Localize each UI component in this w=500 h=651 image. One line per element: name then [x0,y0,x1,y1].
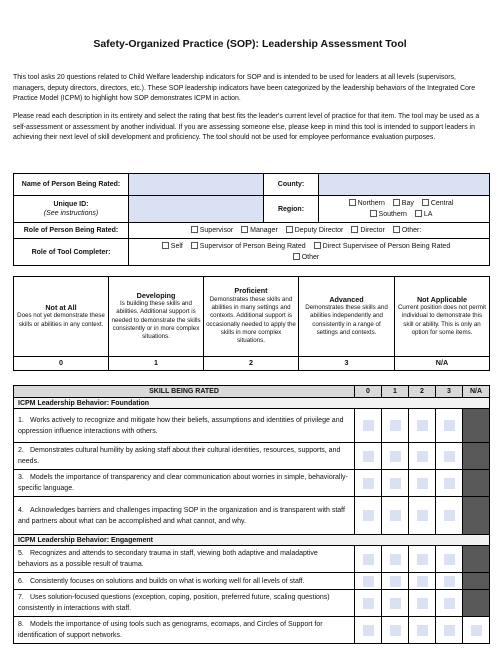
rating-2-cell[interactable] [409,470,436,497]
uid-sublabel: (See instructions) [43,210,99,217]
rating-2-cell[interactable] [409,617,436,644]
rating-1-cell[interactable] [382,590,409,617]
rating-1-cell[interactable] [382,409,409,443]
county-field[interactable] [319,174,490,196]
rating-na-cell [463,409,490,443]
rating-0-cell[interactable] [355,590,382,617]
county-label: County: [264,174,319,196]
rating-3-cell[interactable] [436,590,463,617]
checkbox-icon [162,242,169,249]
role-deputy-director[interactable]: Deputy Director [286,225,344,236]
skill-item: 3. Models the importance of transparency and clear communication about worries in simple, behaviorally-specific language. [14,470,355,497]
rating-na-cell [463,497,490,535]
skills-header: SKILL BEING RATED [14,386,355,398]
rating-1-cell[interactable] [382,470,409,497]
rating-3-cell[interactable] [436,546,463,573]
uid-field[interactable] [129,196,264,223]
checkbox-icon [191,242,198,249]
role-manager[interactable]: Manager [241,225,278,236]
level-value: 1 [109,357,204,371]
rating-1-cell[interactable] [382,497,409,535]
rating-0-cell[interactable] [355,617,382,644]
checkbox-icon [393,226,400,233]
level-advanced: Advanced Demonstrates these skills and abilities independently and consistently in a range of settings and contexts. [299,277,395,357]
section-heading: ICPM Leadership Behavior: Engagement [14,535,490,546]
checkbox-icon [349,199,356,206]
checkbox-icon [191,226,198,233]
rating-3-cell[interactable] [436,409,463,443]
col-3-header: 3 [436,386,463,398]
region-la[interactable]: LA [415,209,433,220]
level-value: 3 [299,357,395,371]
skill-item: 7. Uses solution-focused questions (exception, coping, position, preferred future, scaling questions) consistently in interactions with staff. [14,590,355,617]
checkbox-icon [286,226,293,233]
rating-0-cell[interactable] [355,573,382,590]
intro-paragraph: This tool asks 20 questions related to Child Welfare leadership indicators for SOP and is intended to be used for leaders at all levels (supervisors, managers, deputy directors, directors, etc.). These SOP leadership indicators have been categorized by the leadership behaviors of the Integrated Core Practice Model (ICPM) to highlight how SOP demonstrates ICPM in action. [13,74,476,103]
skill-item: 1. Works actively to recognize and mitigate how their beliefs, assumptions and identities of privilege and oppression influence interactions with others. [14,409,355,443]
completer-supervisor[interactable]: Supervisor of Person Being Rated [191,241,306,252]
name-label: Name of Person Being Rated: [14,174,129,196]
rating-2-cell[interactable] [409,409,436,443]
checkbox-icon [241,226,248,233]
rating-0-cell[interactable] [355,443,382,470]
skills-table [13,385,490,644]
col-na-header: N/A [463,386,490,398]
name-field[interactable] [129,174,264,196]
level-value: 2 [204,357,299,371]
rating-na-cell [463,590,490,617]
role-rated-options [129,223,490,239]
info-table [13,173,490,266]
rating-2-cell[interactable] [409,497,436,535]
rating-na-cell[interactable] [463,617,490,644]
rating-1-cell[interactable] [382,573,409,590]
skill-item: 8. Models the importance of using tools such as genograms, ecomaps, and Circles of Support for identification of support networks. [14,617,355,644]
region-options [319,196,490,223]
rating-na-cell [463,546,490,573]
rating-na-cell [463,470,490,497]
level-value: 0 [14,357,109,371]
instructions-paragraph: Please read each description in its entirety and select the rating that best fits the leader's current level of practice for that item. The tool may be used as a self-assessment or assessment by another individual. If you are assessing someone else, please keep in mind this tool is intended to support leaders in achieving their next level of skill development and proficiency. The tool should not be used for employee performance evaluation purposes. [13,113,480,142]
rating-0-cell[interactable] [355,409,382,443]
rating-na-cell [463,443,490,470]
region-southern[interactable]: Southern [370,209,407,220]
skill-item: 6. Consistently focuses on solutions and builds on what is working well for all levels of staff. [14,573,355,590]
level-developing: Developing Is building these skills and abilities. Additional support is needed to demonstrate the skills consistently or in more complex situations. [109,277,204,357]
rating-na-cell [463,573,490,590]
rating-1-cell[interactable] [382,546,409,573]
role-completer-options [129,239,490,266]
rating-3-cell[interactable] [436,497,463,535]
checkbox-icon [314,242,321,249]
rating-2-cell[interactable] [409,443,436,470]
rating-3-cell[interactable] [436,443,463,470]
checkbox-icon [422,199,429,206]
checkbox-icon [293,253,300,260]
region-label: Region: [264,196,319,223]
section-heading: ICPM Leadership Behavior: Foundation [14,398,490,409]
level-value: N/A [395,357,490,371]
completer-self[interactable]: Self [162,241,183,252]
rating-1-cell[interactable] [382,617,409,644]
skill-item: 4. Acknowledges barriers and challenges impacting SOP in the organization and is transparent with staff and partners about what can be accomplished and what cannot, and why. [14,497,355,535]
page-title: Safety-Organized Practice (SOP): Leadership Assessment Tool [93,38,407,50]
checkbox-icon [351,226,358,233]
skill-item: 2. Demonstrates cultural humility by asking staff about their cultural identities, resources, supports, and needs. [14,443,355,470]
level-not-at-all: Not at All Does not yet demonstrate these skills or abilities in any context. [14,277,109,357]
rating-1-cell[interactable] [382,443,409,470]
rating-2-cell[interactable] [409,573,436,590]
region-bay[interactable]: Bay [393,198,414,209]
checkbox-icon [393,199,400,206]
checkbox-icon [415,210,422,217]
col-1-header: 1 [382,386,409,398]
level-proficient: Proficient Demonstrates these skills and abilities in many settings and contexts. Additional support is occasionally needed to apply the skills in more complex situations. [204,277,299,357]
rating-3-cell[interactable] [436,617,463,644]
rating-scale-table [13,276,490,371]
region-northern[interactable]: Northern [349,198,385,209]
rating-0-cell[interactable] [355,497,382,535]
region-central[interactable]: Central [422,198,454,209]
uid-label: Unique ID: [53,201,89,208]
checkbox-icon [370,210,377,217]
skill-item: 5. Recognizes and attends to secondary trauma in staff, viewing both adaptive and maladaptive behaviors as a possible result of trauma. [14,546,355,573]
rating-3-cell[interactable] [436,573,463,590]
rating-0-cell[interactable] [355,546,382,573]
completer-supervisee[interactable]: Direct Supervisee of Person Being Rated [314,241,451,252]
rating-0-cell[interactable] [355,470,382,497]
rating-3-cell[interactable] [436,470,463,497]
rating-2-cell[interactable] [409,546,436,573]
uid-label-cell [14,196,129,223]
role-rated-label: Role of Person Being Rated: [14,223,129,239]
col-0-header: 0 [355,386,382,398]
role-other[interactable]: Other: [393,225,421,236]
level-not-applicable: Not Applicable Current position does not permit individual to demonstrate this skill or ability. This is only an option for some items. [395,277,490,357]
role-director[interactable]: Director [351,225,385,236]
role-completer-label: Role of Tool Completer: [14,239,129,266]
role-supervisor[interactable]: Supervisor [191,225,233,236]
rating-2-cell[interactable] [409,590,436,617]
completer-other[interactable]: Other [293,252,320,263]
col-2-header: 2 [409,386,436,398]
